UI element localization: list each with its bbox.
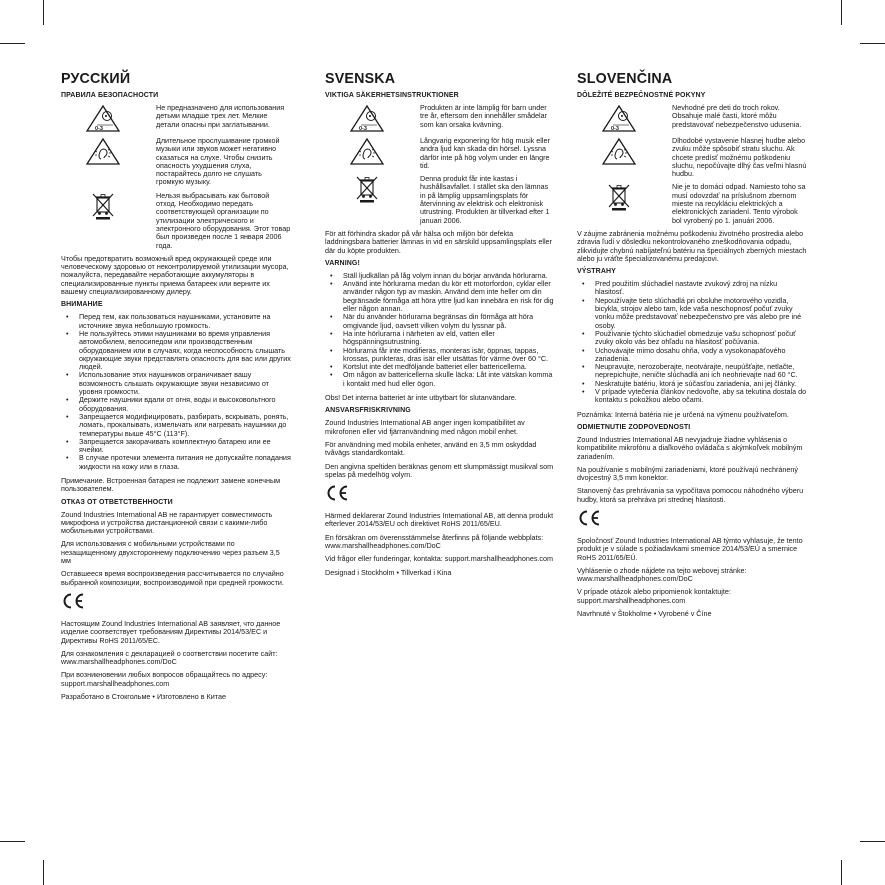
list-item: • Держите наушники вдали от огня, воды и высоковольтного оборудования. [79, 396, 291, 413]
weee-bin-icon [601, 183, 637, 211]
weee-bin-icon [349, 175, 385, 203]
choking-hazard-icon [349, 104, 385, 132]
safety-item-hearing [61, 137, 291, 187]
support-text: Vid frågor eller funderingar, kontakta: support.marshallheadphones.com [325, 554, 554, 564]
language-column [577, 70, 807, 623]
ce-mark-icon [577, 509, 601, 527]
doc-link-text: Vyhlásenie o zhode nájdete na tejto webovej stránke: www.marshallheadphones.com/DoC [577, 565, 747, 584]
safety-text: Dlhodobé vystavenie hlasnej hudbe alebo zvuku môže spôsobiť stratu sluchu. Ak chcete predísť možnému poškodeniu sluchu, nepočúvajte dlhý čas veľmi hlasnú hudbu. [672, 136, 807, 179]
safety-item-disposal [61, 192, 291, 250]
battery-note: Примечание. Встроенная батарея не подлежит замене конечным пользователем. [61, 475, 281, 494]
safety-heading: DÔLEŽITÉ BEZPEČNOSTNÉ POKYNY [577, 92, 706, 99]
doc-link-text: Для ознакомления с декларацией о соответствии посетите сайт: www.marshallheadphones.com/DoC [61, 648, 278, 667]
battery-disposal-text: För att förhindra skador på vår hälsa och miljön bör defekta laddningsbara batterier lämnas in vid en särskild uppsamlingsplats eller där du köpte produkten. [325, 228, 552, 255]
liability-text: Den angivna speltiden beräknas genom ett slumpmässigt musikval som spelas på medelhög volym. [325, 461, 554, 479]
safety-heading: VIKTIGA SÄKERHETSINSTRUKTIONER [325, 92, 459, 99]
list-item: • Использование этих наушников ограничивает вашу возможность слышать окружающие звуки независимо от уровня громкости. [79, 371, 291, 396]
language-title: SLOVENČINA [577, 70, 673, 87]
warning-heading: VÝSTRAHY [577, 268, 616, 276]
list-item: • Hörlurarna får inte modifieras, monteras isär, öppnas, tappas, krossas, punkteras, dras isär eller utsättas för värme över 60 °C. [343, 347, 555, 364]
warning-list [61, 313, 291, 471]
support-text: При возникновении любых вопросов обращайтесь по адресу: support.marshallheadphones.com [61, 670, 268, 688]
liability-text: För användning med mobila enheter, använd en 3,5 mm oskyddad tvåvägs standardkontakt. [325, 439, 537, 458]
crop-mark [43, 860, 44, 885]
language-title: РУССКИЙ [61, 70, 131, 87]
language-column [325, 70, 555, 582]
ce-mark-icon [61, 592, 85, 610]
crop-mark [0, 841, 25, 842]
liability-text: Для использования с мобильными устройствами по незащищенному двухстороннему подключению через разъем 3,5 мм [61, 539, 280, 566]
list-item: • Не пользуйтесь этими наушниками во время управления автомобилем, велосипедом или производственным оборудованием или в случаях, когда неспособность слышать окружающие звуки представлять опасность для вас или других людей. [79, 330, 291, 371]
weee-bin-icon [85, 192, 121, 220]
list-item: • Ställ ljudkällan på låg volym innan du börjar använda hörlurarna. [343, 272, 555, 280]
liability-text: Оставшееся время воспроизведения рассчитывается по случайно выбранной композиции, воспроизводимой при средней громкости. [61, 569, 284, 587]
declaration-text: Spoločnosť Zound Industries International AB týmto vyhlasuje, že tento produkt je v súlade s požiadavkami smernice 2014/53/EÚ a smernice RoHS 2011/65/EÚ. [577, 535, 803, 562]
safety-text: Нельзя выбрасывать как бытовой отход. Необходимо передать соответствующей организации по утилизации электрического и электронного оборудования. Этот товар был произведен после 1 января 2006 года. [156, 190, 291, 250]
crop-mark [841, 0, 842, 25]
origin-text: Navrhnuté v Štokholme • Vyrobené v Číne [577, 609, 712, 619]
choking-hazard-icon [85, 104, 121, 132]
safety-text: Nie je to domáci odpad. Namiesto toho sa musí odovzdať na príslušnom zbernom mieste na recykláciu elektrických a elektronických zariadení. Tento výrobok bol vyrobený po 1. januári 2006. [672, 182, 806, 225]
battery-disposal-text: Чтобы предотвратить возможный вред окружающей среде или человеческому здоровью от неконтролируемой утилизации мусора, пожалуйста, передавайте неработающие аккумуляторы в специализированные пункты приема батареек или верните их вашему специализированному дилеру. [61, 253, 289, 297]
hearing-damage-icon [601, 137, 637, 165]
list-item: • Använd inte hörlurarna medan du kör ett motorfordon, cyklar eller använder någon typ av maskin. Använd dem inte heller om din begränsade förmåga att höra yttre ljud kan innebära en risk för dig eller någon annan. [343, 280, 555, 313]
crop-mark [0, 43, 25, 44]
liability-heading: ODMIETNUTIE ZODPOVEDNOSTI [577, 423, 691, 431]
language-column [61, 70, 291, 706]
safety-text: Не предназначено для использования детьми младше трех лет. Мелкие детали опасны при заглатывании. [156, 103, 285, 129]
svg-text:0-3: 0-3 [359, 126, 367, 132]
list-item: • Neupravujte, nerozoberajte, neotvárajte, neupúšťajte, netlačte, neprepichujte, neničte slúchadlá ani ich neohrievajte nad 60 °C. [595, 363, 807, 380]
svg-text:0-3: 0-3 [611, 126, 619, 132]
liability-text: Zound Industries International AB nevyjadruje žiadne vyhlásenia o kompatibilite mikrofónu a diaľkového ovládača s akýmkoľvek mobilným zariadením. [577, 434, 803, 461]
safety-item-choking [325, 104, 555, 132]
list-item: • Перед тем, как пользоваться наушниками, установите на источнике звука небольшую громкость. [79, 313, 291, 330]
battery-disposal-text: V záujme zabránenia možnému poškodeniu životného prostredia alebo zdravia ľudí v dôsledku nekontrolovaného zneškodňovania odpadu, zlikvidujte chybnú nabíjateľnú batériu na špeciálnych zberných miestach alebo ju vráťte špecializovanému predajcovi. [577, 228, 807, 263]
safety-text: Produkten är inte lämplig för barn under tre år, eftersom den innehåller smådelar som kan orsaka kvävning. [420, 103, 548, 129]
liability-text: Stanovený čas prehrávania sa vypočítava pomocou náhodného výberu hudby, ktorá sa prehráva pri strednej hlasitosti. [577, 486, 804, 504]
safety-text: Denna produkt får inte kastas i hushållsavfallet. I stället ska den lämnas in på lämplig uppsamlingsplats för återvinning av elektrisk och elektronisk utrustning. Produkten är tillverkad efter 1 januari 2006. [420, 174, 550, 225]
list-item: • Om någon av battericellerna skulle läcka: Låt inte vätskan komma i kontakt med hud eller ögon. [343, 371, 555, 388]
warning-list [577, 280, 807, 404]
origin-text: Designad i Stockholm • Tillverkad i Kina [325, 567, 452, 577]
liability-text: Na používanie s mobilnými zariadeniami, ktoré používajú nechránený dvojcestný 3,5 mm konektor. [577, 464, 798, 483]
list-item: • Neskratujte batériu, ktorá je súčasťou zariadenia, ani jej články. [595, 380, 807, 388]
ce-mark-icon [325, 484, 349, 502]
list-item: • Ha inte hörlurarna i närheten av eld, vatten eller högspänningsutrustning. [343, 330, 555, 347]
liability-heading: ANSVARSFRISKRIVNING [325, 407, 411, 415]
language-title: SVENSKA [325, 70, 396, 87]
list-item: • När du använder hörlurarna begränsas din förmåga att höra omgivande ljud, oavsett vilken volym du lyssnar på. [343, 313, 555, 330]
battery-note: Poznámka: Interná batéria nie je určená na výmenu používateľom. [577, 409, 789, 419]
crop-mark [860, 43, 885, 44]
safety-text: Långvarig exponering för hög musik eller andra ljud kan skada din hörsel. Lyssna därför inte på hög volym under en längre tid. [420, 136, 550, 170]
crop-mark [43, 0, 44, 25]
hearing-damage-icon [85, 137, 121, 165]
crop-mark [841, 860, 842, 885]
list-item: • Kortslut inte det medföljande batteriet eller battericellerna. [343, 363, 555, 371]
origin-text: Разработано в Стокгольме • Изготовлено в Китае [61, 692, 226, 702]
list-item: • V prípade vytečenia článkov nedovoľte, aby sa tekutina dostala do kontaktu s pokožkou alebo očami. [595, 388, 807, 405]
list-item: • В случае протечки элемента питания не допускайте попадания жидкости на кожу или в глаза. [79, 454, 291, 471]
warning-heading: ВНИМАНИЕ [61, 301, 103, 309]
list-item: • Запрещается модифицировать, разбирать, вскрывать, ронять, ломать, прокалывать, измельчать или нагревать наушники до температуры выше 45°C (113°F). [79, 413, 291, 438]
svg-text:0-3: 0-3 [95, 126, 103, 132]
choking-hazard-icon [601, 104, 637, 132]
safety-heading: ПРАВИЛА БЕЗОПАСНОСТИ [61, 92, 159, 99]
list-item: • Používanie týchto slúchadiel obmedzuje vašu schopnosť počuť zvuky okolo vás bez ohľadu na hlasitosť počúvania. [595, 330, 807, 347]
list-item: • Uchovávajte mimo dosahu ohňa, vody a vysokonapäťového zariadenia. [595, 347, 807, 364]
liability-heading: ОТКАЗ ОТ ОТВЕТСТВЕННОСТИ [61, 498, 173, 506]
safety-text: Длительное прослушивание громкой музыки или звуков может негативно сказаться на слухе. Чтобы снизить опасность ухудшения слуха, постарайтесь долго не слушать громкую музыку. [156, 136, 280, 187]
safety-item-disposal [577, 183, 807, 224]
liability-text: Zound Industries International AB anger ingen kompatibilitet av mikrofonen eller vid fjärranvändning med någon mobil enhet. [325, 418, 525, 436]
doc-link-text: En försäkran om överensstämmelse återfinns på följande webbplats: www.marshallheadphones.com/DoC [325, 532, 544, 550]
safety-item-choking [61, 104, 291, 132]
safety-item-choking [577, 104, 807, 132]
declaration-text: Härmed deklarerar Zound Industries International AB, att denna produkt efterlever 2014/53/EU och direktivet RoHS 2011/65/EU. [325, 511, 554, 529]
support-text: V prípade otázok alebo pripomienok kontaktujte: support.marshallheadphones.com [577, 587, 731, 605]
list-item: • Pred použitím slúchadiel nastavte zvukový zdroj na nízku hlasitosť. [595, 280, 807, 297]
safety-item-hearing [325, 137, 555, 170]
safety-item-hearing [577, 137, 807, 178]
hearing-damage-icon [349, 137, 385, 165]
warning-heading: VARNING! [325, 259, 360, 267]
list-item: • Nepoužívajte tieto slúchadlá pri obsluhe motorového vozidla, bicykla, strojov alebo tam, kde vaša neschopnosť počuť zvuky vonku môže predstavovať nebezpečenstvo pre vás alebo pre iné osoby. [595, 297, 807, 330]
battery-note: Obs! Det interna batteriet är inte utbytbart för slutanvändare. [325, 393, 517, 403]
list-item: • Запрещается закорачивать комплектную батарею или ее ячейки. [79, 438, 291, 455]
liability-text: Zound Industries International AB не гарантирует совместимость микрофона и устройства дистанционной связи с какими-либо мобильными устройствами. [61, 509, 273, 536]
crop-mark [860, 841, 885, 842]
safety-item-disposal [325, 175, 555, 225]
safety-text: Nevhodné pre deti do troch rokov. Obsahuje malé časti, ktoré môžu predstavovať nebezpečenstvo udusenia. [672, 103, 802, 129]
warning-list [325, 272, 555, 388]
declaration-text: Настоящим Zound Industries International AB заявляет, что данное изделие соответствует требованиям Директивы 2014/53/ЕС и Директивы RoHS 2011/65/ЕС. [61, 618, 281, 645]
